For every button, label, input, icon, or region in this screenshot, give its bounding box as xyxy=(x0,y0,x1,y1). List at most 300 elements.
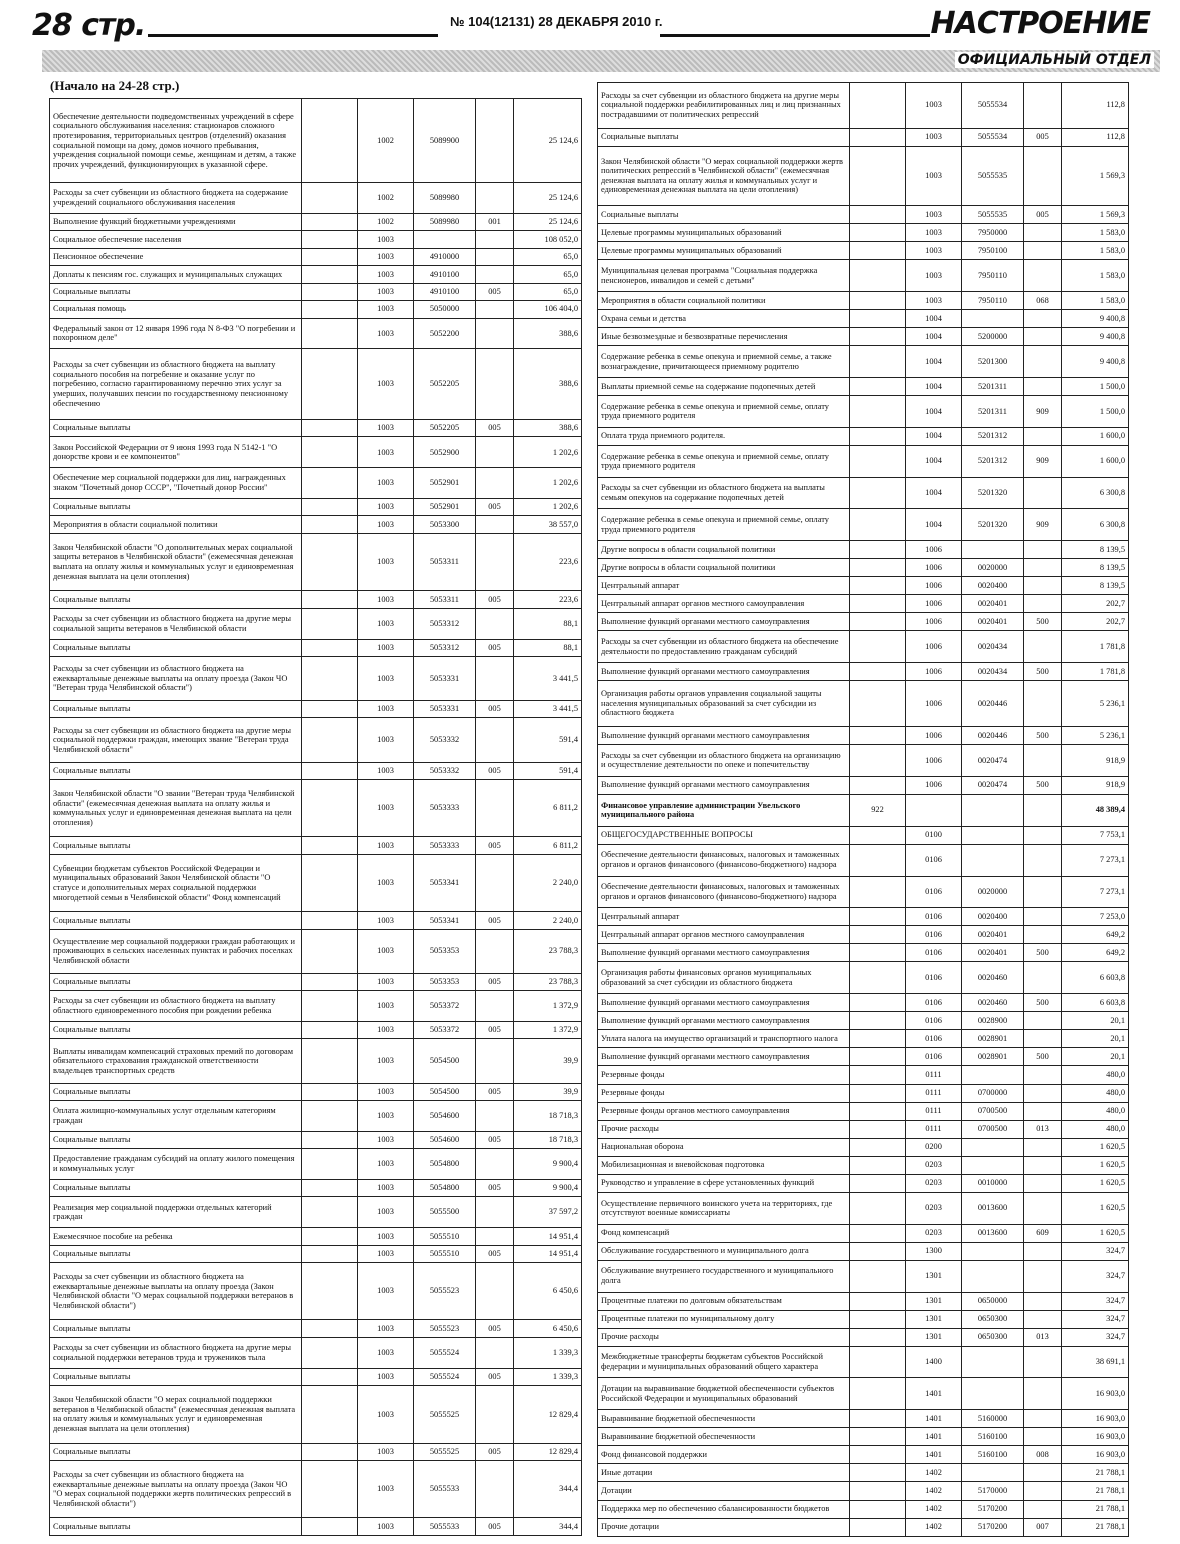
table-row xyxy=(598,1012,1129,1030)
table-row xyxy=(598,1410,1129,1428)
row-type xyxy=(476,349,514,420)
row-article: 5201300 xyxy=(962,346,1024,378)
row-amount: 1 781,8 xyxy=(1062,663,1129,681)
row-name: Поддержка мер по обеспечению сбалансированности бюджетов xyxy=(598,1500,850,1518)
row-name: Процентные платежи по муниципальному долгу xyxy=(598,1310,850,1328)
row-ministry xyxy=(850,146,906,205)
table-row xyxy=(598,1030,1129,1048)
row-section: 1006 xyxy=(906,663,962,681)
table-row xyxy=(598,776,1129,794)
row-amount: 918,9 xyxy=(1062,744,1129,776)
budget-table-left xyxy=(49,98,582,1536)
row-amount: 20,1 xyxy=(1062,1048,1129,1066)
table-row xyxy=(50,1320,582,1337)
row-type xyxy=(476,854,514,911)
row-ministry xyxy=(302,929,358,973)
table-row xyxy=(50,420,582,437)
row-article: 5201312 xyxy=(962,427,1024,445)
row-amount: 1 583,0 xyxy=(1062,260,1129,292)
row-name: Социальные выплаты xyxy=(50,283,302,300)
table-row xyxy=(598,1428,1129,1446)
header-rule-left xyxy=(148,34,438,37)
row-name: Центральный аппарат xyxy=(598,908,850,926)
table-row xyxy=(598,1500,1129,1518)
row-name: ОБЩЕГОСУДАРСТВЕННЫЕ ВОПРОСЫ xyxy=(598,826,850,844)
row-article xyxy=(962,1464,1024,1482)
row-section: 0203 xyxy=(906,1224,962,1242)
row-section: 1003 xyxy=(906,291,962,309)
row-name: Выполнение функций органами местного самоуправления xyxy=(598,663,850,681)
row-ministry xyxy=(302,973,358,990)
row-section: 1006 xyxy=(906,681,962,727)
row-section: 1003 xyxy=(358,349,414,420)
table-row xyxy=(598,128,1129,146)
row-type xyxy=(476,248,514,265)
row-section: 1301 xyxy=(906,1328,962,1346)
table-row xyxy=(598,395,1129,427)
table-row xyxy=(50,639,582,656)
row-article xyxy=(962,1242,1024,1260)
row-article: 0020401 xyxy=(962,595,1024,613)
row-article: 0020401 xyxy=(962,926,1024,944)
row-section: 1003 xyxy=(358,1083,414,1100)
row-type: 909 xyxy=(1024,445,1062,477)
row-name: Межбюджетные трансферты бюджетам субъектов Российской федерации и муниципальных образований общего характера xyxy=(598,1346,850,1378)
row-ministry xyxy=(850,427,906,445)
row-article: 5089980 xyxy=(414,183,476,214)
row-article: 5050000 xyxy=(414,301,476,318)
table-row xyxy=(598,1066,1129,1084)
row-name: Иные дотации xyxy=(598,1464,850,1482)
table-row xyxy=(598,1174,1129,1192)
row-article: 0013600 xyxy=(962,1192,1024,1224)
table-row xyxy=(598,328,1129,346)
row-name: Социальные выплаты xyxy=(50,762,302,779)
table-row xyxy=(50,1461,582,1518)
row-amount: 202,7 xyxy=(1062,595,1129,613)
subsection-band xyxy=(42,50,1160,72)
header-rule-right xyxy=(660,34,930,37)
row-type: 005 xyxy=(476,1083,514,1100)
table-row xyxy=(50,498,582,515)
row-name: Выполнение функций органами местного самоуправления xyxy=(598,613,850,631)
table-row xyxy=(598,1102,1129,1120)
row-section: 1003 xyxy=(358,639,414,656)
row-section: 1006 xyxy=(906,776,962,794)
row-amount: 21 788,1 xyxy=(1062,1464,1129,1482)
row-name: Выравнивание бюджетной обеспеченности xyxy=(598,1428,850,1446)
row-name: Дотации на выравнивание бюджетной обеспеченности субъектов Российской Федерации и муниципальных образований xyxy=(598,1378,850,1410)
row-type xyxy=(1024,631,1062,663)
row-article xyxy=(962,844,1024,876)
row-type xyxy=(1024,681,1062,727)
row-section: 0106 xyxy=(906,908,962,926)
row-article xyxy=(414,231,476,248)
row-section: 0200 xyxy=(906,1138,962,1156)
table-row xyxy=(50,516,582,533)
table-row xyxy=(50,1368,582,1385)
row-article: 5052901 xyxy=(414,468,476,499)
row-ministry xyxy=(302,1228,358,1245)
row-name: Ежемесячное пособие на ребенка xyxy=(50,1228,302,1245)
row-type xyxy=(476,1149,514,1180)
row-name: Расходы за счет субвенции из областного бюджета на другие меры социальной поддержки граждан, имеющих звание "Ветеран труда Челябинской области" xyxy=(50,718,302,762)
row-type xyxy=(1024,1066,1062,1084)
row-section: 1402 xyxy=(906,1500,962,1518)
row-ministry xyxy=(302,437,358,468)
row-amount: 1 202,6 xyxy=(514,437,582,468)
row-type xyxy=(1024,146,1062,205)
row-section xyxy=(906,794,962,826)
row-section: 0106 xyxy=(906,944,962,962)
row-name: Социальные выплаты xyxy=(598,128,850,146)
row-ministry xyxy=(850,1224,906,1242)
row-article xyxy=(962,1066,1024,1084)
row-ministry xyxy=(302,183,358,214)
row-type xyxy=(1024,260,1062,292)
table-row xyxy=(598,613,1129,631)
row-amount: 1 583,0 xyxy=(1062,224,1129,242)
row-amount: 9 400,8 xyxy=(1062,328,1129,346)
row-article: 5053333 xyxy=(414,837,476,854)
table-row xyxy=(598,1242,1129,1260)
row-section: 1301 xyxy=(906,1292,962,1310)
table-row xyxy=(598,595,1129,613)
row-article: 5055535 xyxy=(962,146,1024,205)
row-name: Доплаты к пенсиям гос. служащих и муниципальных служащих xyxy=(50,266,302,283)
row-article: 5052200 xyxy=(414,318,476,349)
row-type xyxy=(476,1100,514,1131)
row-ministry xyxy=(302,1197,358,1228)
row-type xyxy=(1024,1030,1062,1048)
row-amount: 38 691,1 xyxy=(1062,1346,1129,1378)
row-amount: 2 240,0 xyxy=(514,854,582,911)
row-type xyxy=(1024,328,1062,346)
row-name: Процентные платежи по долговым обязательствам xyxy=(598,1292,850,1310)
table-row xyxy=(50,1179,582,1196)
row-name: Социальные выплаты xyxy=(50,1245,302,1262)
table-row xyxy=(598,744,1129,776)
row-amount: 324,7 xyxy=(1062,1242,1129,1260)
row-section: 1003 xyxy=(358,1179,414,1196)
table-row xyxy=(598,445,1129,477)
row-amount: 39,9 xyxy=(514,1083,582,1100)
row-name: Обеспечение деятельности подведомственных учреждений в сфере социального обслуживания населения: стационаров сложного протезирования, территориальных центров (отделений) оказания социальной помощи на дому, домов ночного пребывания, учреждения социальной помощи семье, женщинам и детям, а также прочих учреждений, функционирующих в указанной сфере. xyxy=(50,99,302,183)
row-name: Расходы за счет субвенции из областного бюджета на другие меры социальной поддержки реабилитированных лиц и лиц признанных пострадавшими от политических репрессий xyxy=(598,83,850,129)
row-ministry xyxy=(850,663,906,681)
row-type xyxy=(1024,427,1062,445)
row-amount: 8 139,5 xyxy=(1062,559,1129,577)
table-row xyxy=(50,1131,582,1148)
row-type xyxy=(476,516,514,533)
row-ministry xyxy=(302,213,358,230)
table-row xyxy=(598,206,1129,224)
row-name: Социальные выплаты xyxy=(50,639,302,656)
table-row xyxy=(598,1138,1129,1156)
row-amount: 1 620,5 xyxy=(1062,1174,1129,1192)
row-amount: 1 372,9 xyxy=(514,1022,582,1039)
table-row xyxy=(598,1310,1129,1328)
row-article: 5054800 xyxy=(414,1149,476,1180)
row-article: 5053332 xyxy=(414,718,476,762)
row-type: 005 xyxy=(476,1179,514,1196)
row-name: Дотации xyxy=(598,1482,850,1500)
row-name: Пенсионное обеспечение xyxy=(50,248,302,265)
row-amount: 7 253,0 xyxy=(1062,908,1129,926)
row-ministry xyxy=(850,1310,906,1328)
row-article: 0650000 xyxy=(962,1292,1024,1310)
row-amount: 1 620,5 xyxy=(1062,1192,1129,1224)
row-name: Социальные выплаты xyxy=(50,1022,302,1039)
row-name: Осуществление первичного воинского учета на территориях, где отсутствуют военные комиссариаты xyxy=(598,1192,850,1224)
table-row xyxy=(50,1022,582,1039)
row-name: Социальные выплаты xyxy=(50,973,302,990)
row-article: 5201311 xyxy=(962,377,1024,395)
row-type xyxy=(1024,1346,1062,1378)
row-amount: 14 951,4 xyxy=(514,1228,582,1245)
row-ministry xyxy=(850,1500,906,1518)
row-amount: 1 569,3 xyxy=(1062,206,1129,224)
row-type xyxy=(1024,310,1062,328)
row-ministry xyxy=(302,656,358,700)
row-type xyxy=(1024,1084,1062,1102)
row-article: 5053341 xyxy=(414,912,476,929)
row-section: 1003 xyxy=(906,83,962,129)
row-ministry xyxy=(302,318,358,349)
row-type xyxy=(1024,1260,1062,1292)
row-amount: 88,1 xyxy=(514,608,582,639)
row-name: Социальное обеспечение населения xyxy=(50,231,302,248)
row-article: 0700000 xyxy=(962,1084,1024,1102)
table-row xyxy=(50,213,582,230)
row-name: Обеспечение мер социальной поддержки для лиц, награжденных знаком "Почетный донор СССР", "Почетный донор России" xyxy=(50,468,302,499)
row-section: 1003 xyxy=(358,498,414,515)
row-amount: 2 240,0 xyxy=(514,912,582,929)
row-type xyxy=(1024,595,1062,613)
row-type: 007 xyxy=(1024,1518,1062,1536)
table-row xyxy=(598,509,1129,541)
row-name: Социальные выплаты xyxy=(50,1320,302,1337)
table-row xyxy=(598,260,1129,292)
row-ministry xyxy=(850,726,906,744)
row-section: 1003 xyxy=(358,468,414,499)
row-ministry xyxy=(850,1428,906,1446)
row-ministry xyxy=(302,780,358,837)
row-amount: 1 583,0 xyxy=(1062,242,1129,260)
row-section: 1402 xyxy=(906,1482,962,1500)
row-type xyxy=(476,183,514,214)
row-ministry xyxy=(302,854,358,911)
row-article: 5055535 xyxy=(962,206,1024,224)
row-ministry xyxy=(850,595,906,613)
row-article: 5055525 xyxy=(414,1443,476,1460)
row-article: 5053312 xyxy=(414,639,476,656)
row-type xyxy=(476,780,514,837)
table-row xyxy=(598,631,1129,663)
row-name: Расходы за счет субвенции из областного бюджета на выплату социального пособия на погребение и оказание услуг по погребению, согласно гарантированному перечню этих услуг за умерших, получавших пенсии по государственному пенсионному обеспечению xyxy=(50,349,302,420)
row-amount: 649,2 xyxy=(1062,944,1129,962)
row-name: Обеспечение деятельности финансовых, налоговых и таможенных органов и органов финансового (финансово-бюджетного) надзора xyxy=(598,876,850,908)
row-ministry xyxy=(850,83,906,129)
row-section: 1003 xyxy=(358,318,414,349)
row-ministry xyxy=(850,1292,906,1310)
table-row xyxy=(50,1197,582,1228)
row-section: 1401 xyxy=(906,1378,962,1410)
row-ministry xyxy=(850,1410,906,1428)
row-name: Выполнение функций органами местного самоуправления xyxy=(598,944,850,962)
row-section: 1003 xyxy=(358,266,414,283)
row-type xyxy=(1024,1292,1062,1310)
row-amount: 16 903,0 xyxy=(1062,1428,1129,1446)
row-ministry xyxy=(302,991,358,1022)
row-ministry xyxy=(850,826,906,844)
row-amount: 3 441,5 xyxy=(514,656,582,700)
row-article: 7950100 xyxy=(962,242,1024,260)
table-row xyxy=(598,146,1129,205)
table-row xyxy=(50,991,582,1022)
row-type xyxy=(476,608,514,639)
row-ministry xyxy=(850,944,906,962)
table-row xyxy=(598,994,1129,1012)
table-row xyxy=(598,242,1129,260)
row-article: 4910100 xyxy=(414,266,476,283)
row-type: 005 xyxy=(476,591,514,608)
row-type: 005 xyxy=(476,1518,514,1536)
row-type xyxy=(1024,1464,1062,1482)
row-amount: 18 718,3 xyxy=(514,1100,582,1131)
row-amount: 480,0 xyxy=(1062,1066,1129,1084)
row-section: 1003 xyxy=(358,1263,414,1320)
row-name: Закон Челябинской области "О дополнительных мерах социальной защиты ветеранов в Челябинской области" (ежемесячная денежная выплата на оплату жилья и коммунальных услуг и единовременная денежная выплата на цели отопления) xyxy=(50,533,302,590)
row-name: Обслуживание внутреннего государственного и муниципального долга xyxy=(598,1260,850,1292)
row-article: 5053311 xyxy=(414,591,476,608)
row-article: 5053312 xyxy=(414,608,476,639)
row-type: 609 xyxy=(1024,1224,1062,1242)
row-amount: 6 450,6 xyxy=(514,1320,582,1337)
row-type: 013 xyxy=(1024,1328,1062,1346)
table-row xyxy=(598,1328,1129,1346)
row-ministry xyxy=(302,420,358,437)
row-type: 005 xyxy=(476,1320,514,1337)
table-row xyxy=(50,1228,582,1245)
row-ministry xyxy=(850,1464,906,1482)
row-section: 1003 xyxy=(358,1368,414,1385)
row-ministry xyxy=(302,1100,358,1131)
row-section: 1006 xyxy=(906,631,962,663)
row-type xyxy=(1024,477,1062,509)
row-ministry xyxy=(302,1149,358,1180)
row-amount: 25 124,6 xyxy=(514,99,582,183)
row-amount: 25 124,6 xyxy=(514,213,582,230)
row-name: Охрана семьи и детства xyxy=(598,310,850,328)
row-ministry xyxy=(850,224,906,242)
row-amount: 18 718,3 xyxy=(514,1131,582,1148)
row-article: 5054800 xyxy=(414,1179,476,1196)
row-section: 1003 xyxy=(358,231,414,248)
row-ministry xyxy=(850,1102,906,1120)
row-article xyxy=(962,310,1024,328)
row-amount: 202,7 xyxy=(1062,613,1129,631)
row-type xyxy=(1024,1500,1062,1518)
row-type: 005 xyxy=(476,701,514,718)
row-type: 005 xyxy=(476,762,514,779)
row-section: 1003 xyxy=(358,591,414,608)
table-row xyxy=(598,908,1129,926)
row-amount: 649,2 xyxy=(1062,926,1129,944)
table-row xyxy=(50,99,582,183)
row-type xyxy=(1024,826,1062,844)
row-ministry xyxy=(850,926,906,944)
row-name: Обслуживание государственного и муниципального долга xyxy=(598,1242,850,1260)
row-name: Целевые программы муниципальных образований xyxy=(598,224,850,242)
row-name: Социальные выплаты xyxy=(50,1179,302,1196)
table-row xyxy=(598,1048,1129,1066)
row-amount: 9 400,8 xyxy=(1062,310,1129,328)
row-ministry xyxy=(850,477,906,509)
row-type xyxy=(1024,744,1062,776)
table-row xyxy=(598,681,1129,727)
row-type xyxy=(476,1337,514,1368)
row-section: 1003 xyxy=(358,762,414,779)
row-type xyxy=(476,1263,514,1320)
row-type: 005 xyxy=(476,1443,514,1460)
table-row xyxy=(598,224,1129,242)
table-row xyxy=(50,1149,582,1180)
row-name: Прочие расходы xyxy=(598,1328,850,1346)
row-article: 0028901 xyxy=(962,1048,1024,1066)
row-amount: 388,6 xyxy=(514,420,582,437)
row-section: 0203 xyxy=(906,1192,962,1224)
row-type: 005 xyxy=(476,973,514,990)
row-ministry xyxy=(850,994,906,1012)
row-section: 1401 xyxy=(906,1428,962,1446)
row-ministry xyxy=(850,328,906,346)
table-row xyxy=(50,533,582,590)
row-article: 0700500 xyxy=(962,1120,1024,1138)
row-name: Социальные выплаты xyxy=(50,1083,302,1100)
row-amount: 108 052,0 xyxy=(514,231,582,248)
row-ministry xyxy=(850,962,906,994)
table-row xyxy=(598,477,1129,509)
row-name: Финансовое управление администрации Увельского муниципального района xyxy=(598,794,850,826)
row-ministry xyxy=(850,206,906,224)
row-type: 500 xyxy=(1024,726,1062,744)
row-amount: 6 300,8 xyxy=(1062,509,1129,541)
row-article: 5055524 xyxy=(414,1368,476,1385)
row-article: 5201320 xyxy=(962,477,1024,509)
row-name: Выполнение функций органами местного самоуправления xyxy=(598,994,850,1012)
row-ministry xyxy=(850,876,906,908)
row-section: 1003 xyxy=(358,1228,414,1245)
row-name: Выравнивание бюджетной обеспеченности xyxy=(598,1410,850,1428)
row-article: 5052901 xyxy=(414,498,476,515)
table-row xyxy=(50,1083,582,1100)
table-row xyxy=(598,310,1129,328)
table-row xyxy=(598,1120,1129,1138)
row-name: Расходы за счет субвенции из областного бюджета на ежеквартальные денежные выплаты на оплату проезда (Закон Челябинской области "О мерах социальной поддержки ветеранов в Челябинской области") xyxy=(50,1263,302,1320)
row-type: 500 xyxy=(1024,663,1062,681)
row-type xyxy=(1024,559,1062,577)
row-name: Выполнение функций органами местного самоуправления xyxy=(598,1048,850,1066)
row-ministry xyxy=(850,509,906,541)
row-type xyxy=(1024,242,1062,260)
row-amount: 1 500,0 xyxy=(1062,395,1129,427)
row-ministry xyxy=(850,1138,906,1156)
row-ministry xyxy=(302,1386,358,1443)
row-article: 5055510 xyxy=(414,1245,476,1262)
row-ministry xyxy=(302,1263,358,1320)
row-type: 008 xyxy=(1024,1446,1062,1464)
